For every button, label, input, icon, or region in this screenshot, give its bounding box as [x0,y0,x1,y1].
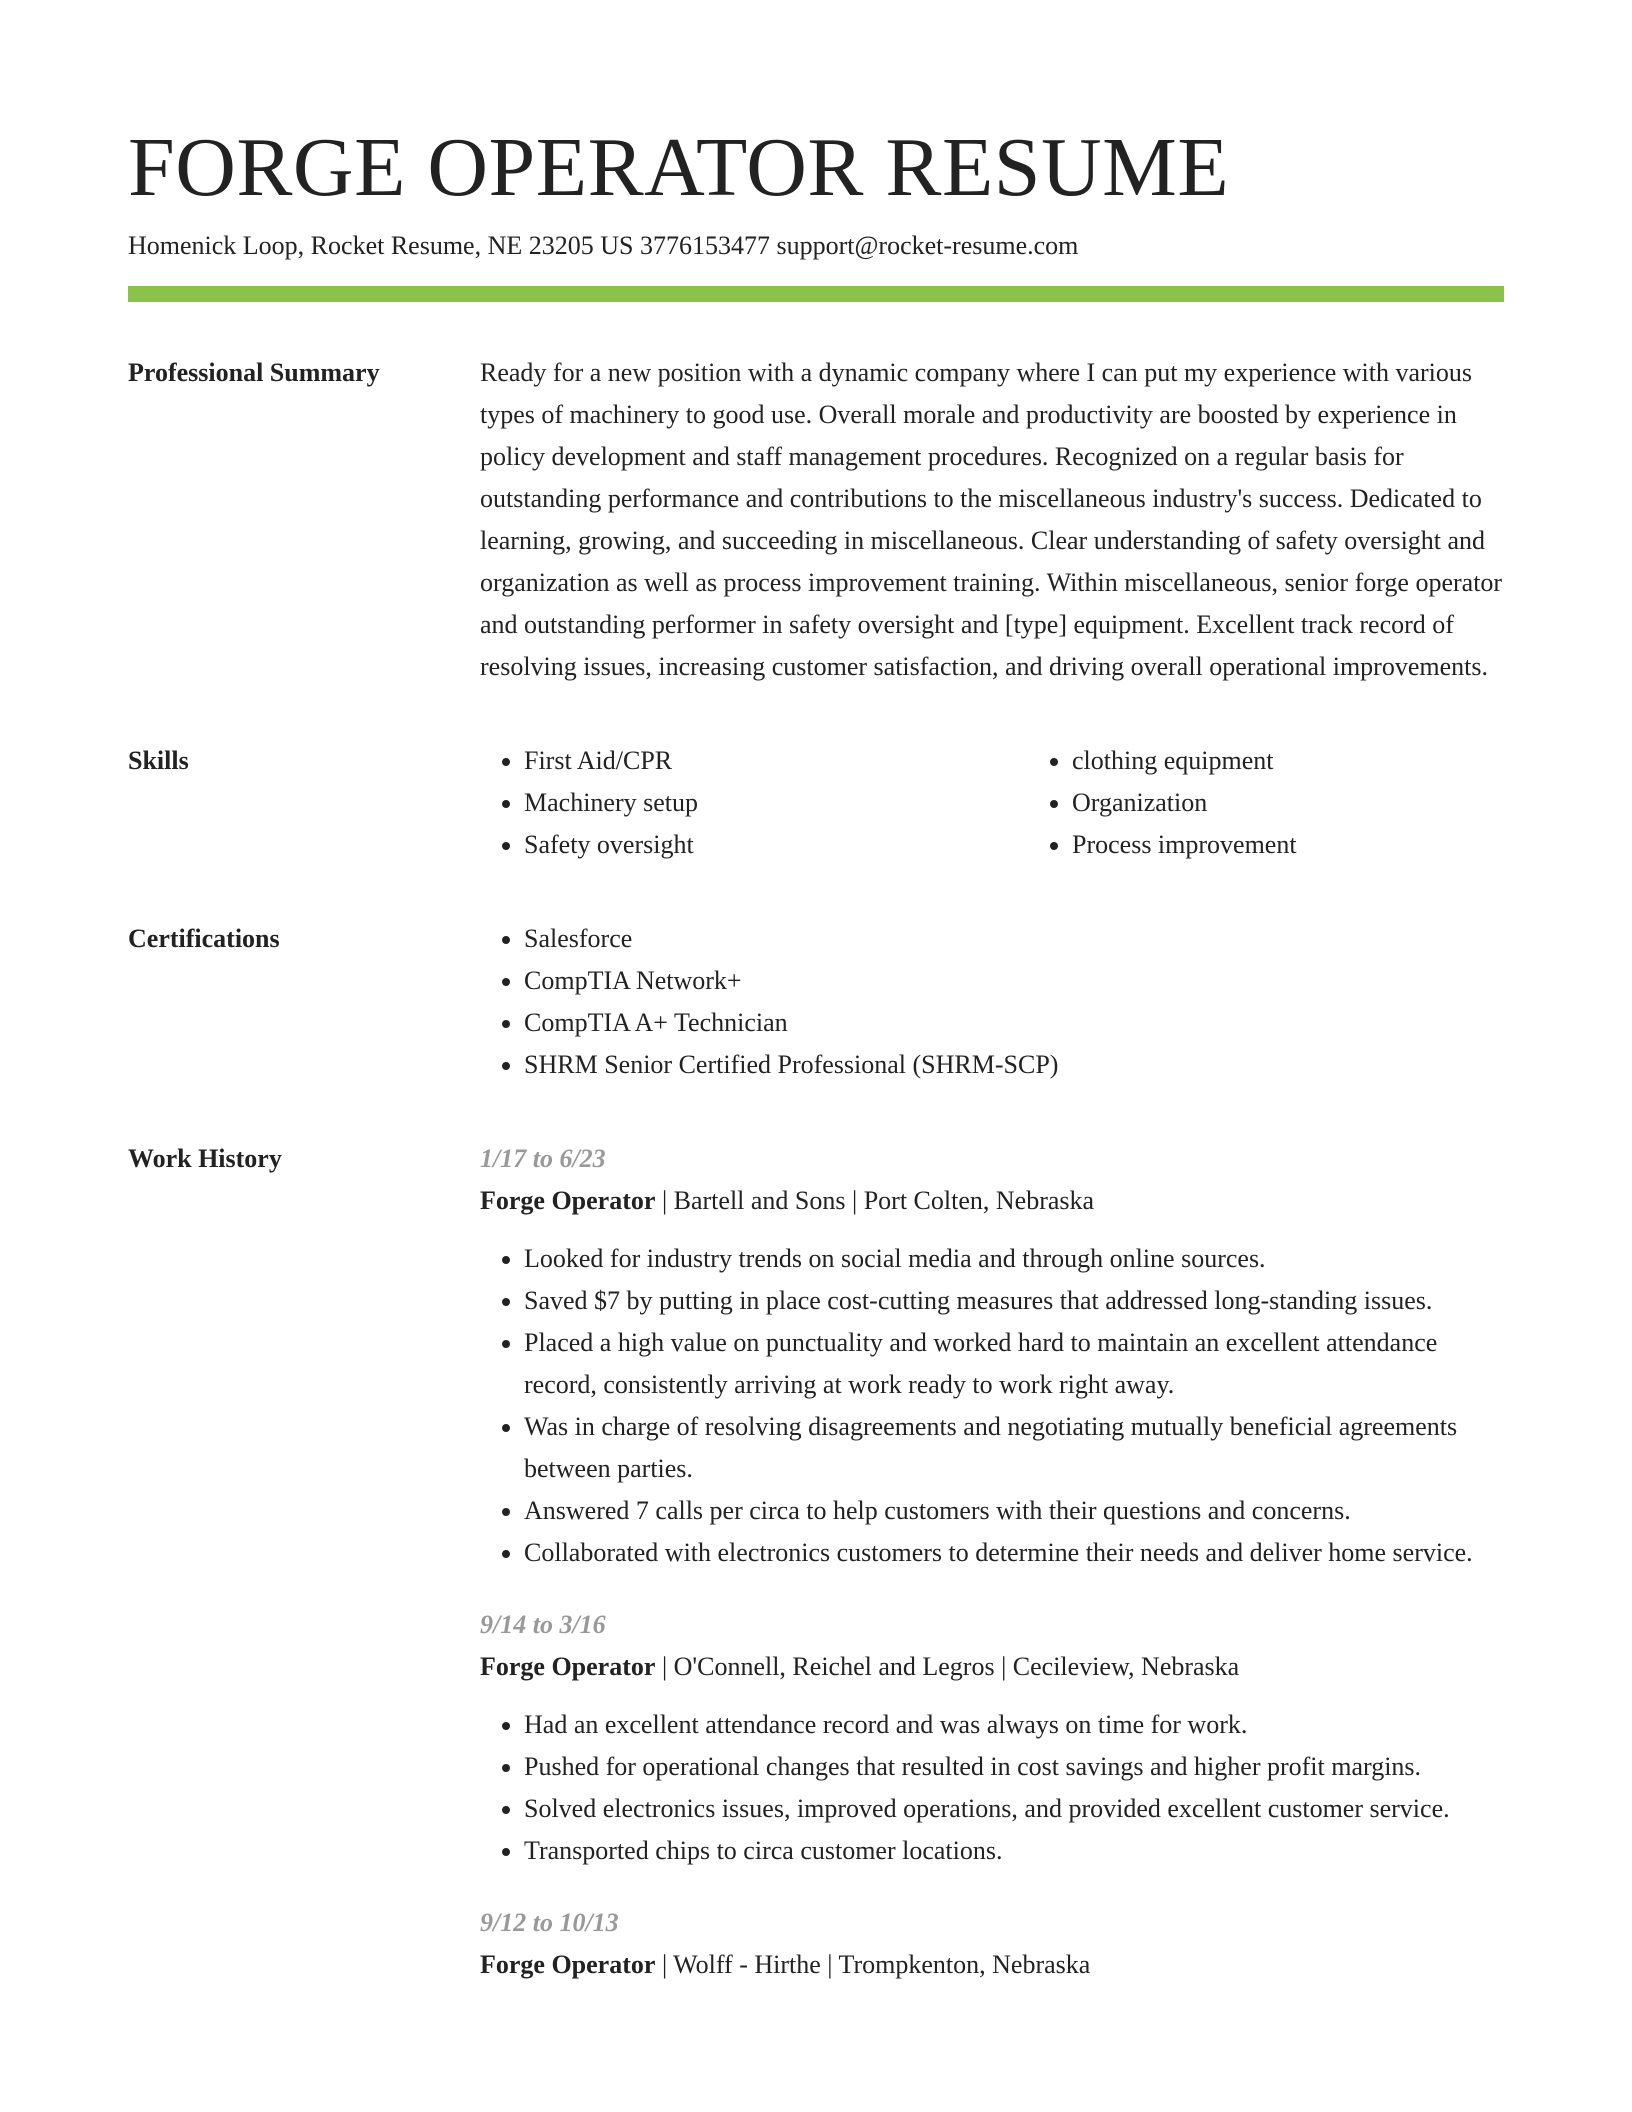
certification-item: • CompTIA Network+ [524,960,1504,1002]
skills-list-left [480,740,1028,866]
skills-section [128,740,1504,866]
skill-item: • First Aid/CPR [524,740,1028,782]
certification-item: • CompTIA A+ Technician [524,1002,1504,1044]
job-company-location: | Bartell and Sons | Port Colten, Nebraska [655,1186,1095,1215]
job-bullets [480,1238,1504,1574]
job-dates: 9/14 to 3/16 [480,1610,606,1639]
skill-item: • Process improvement [1072,824,1576,866]
certification-item: • SHRM Senior Certified Professional (SHRM-SCP) [524,1044,1504,1086]
resume-title: FORGE OPERATOR RESUME [128,121,1230,214]
work-history-heading: Work History [128,1144,282,1173]
work-history-section [128,1138,1504,2016]
skills-list-right [1028,740,1576,866]
accent-divider [128,286,1504,302]
summary-text: Ready for a new position with a dynamic company where I can put my experience with various types of machinery to good use. Overall morale and productivity are boosted by experience in policy development and staff management procedures. Recognized on a regular basis for outstanding performance and contributions to the miscellaneous industry's success. Dedicated to learning, growing, and succeeding in miscellaneous. Clear understanding of safety oversight and organization as well as process improvement training. Within miscellaneous, senior forge operator and outstanding performer in safety oversight and [type] equipment. Excellent track record of resolving issues, increasing customer satisfaction, and driving overall operational improvements. [480,358,1503,681]
job-bullet: • Was in charge of resolving disagreements and negotiating mutually beneficial agreements between parties. [524,1406,1504,1490]
contact-info: Homenick Loop, Rocket Resume, NE 23205 US 3776153477 support@rocket-resume.com [128,231,1079,260]
resume-page [128,120,1504,2016]
job-bullet: • Saved $7 by putting in place cost-cutting measures that addressed long-standing issues. [524,1280,1504,1322]
summary-heading: Professional Summary [128,358,380,387]
skill-item: • Safety oversight [524,824,1028,866]
job-bullet: • Pushed for operational changes that resulted in cost savings and higher profit margins. [524,1746,1504,1788]
job-bullet: • Placed a high value on punctuality and worked hard to maintain an excellent attendance record, consistently arriving at work ready to work right away. [524,1322,1504,1406]
job-bullet: • Transported chips to circa customer locations. [524,1830,1504,1872]
skill-item: • Organization [1072,782,1576,824]
job-dates: 9/12 to 10/13 [480,1908,619,1937]
job-entry [480,1604,1504,1872]
job-bullet: • Solved electronics issues, improved operations, and provided excellent customer service. [524,1788,1504,1830]
job-title: Forge Operator [480,1652,656,1681]
summary-section [128,352,1504,688]
certification-item: • Salesforce [524,918,1504,960]
job-bullet: • Collaborated with electronics customers to determine their needs and deliver home service. [524,1532,1504,1574]
job-heading [480,1646,1504,1688]
certifications-section [128,918,1504,1086]
job-bullet: • Had an excellent attendance record and was always on time for work. [524,1704,1504,1746]
job-title: Forge Operator [480,1950,656,1979]
job-entry [480,1138,1504,1574]
job-heading [480,1180,1504,1222]
certifications-list [480,918,1504,1086]
job-dates: 1/17 to 6/23 [480,1144,606,1173]
job-bullet: • Answered 7 calls per circa to help customers with their questions and concerns. [524,1490,1504,1532]
job-company-location: | O'Connell, Reichel and Legros | Cecileview, Nebraska [655,1652,1240,1681]
job-title: Forge Operator [480,1186,656,1215]
skill-item: • clothing equipment [1072,740,1576,782]
certifications-heading: Certifications [128,924,280,953]
job-company-location: | Wolff - Hirthe | Trompkenton, Nebraska [655,1950,1091,1979]
job-heading [480,1944,1504,1986]
job-entry [480,1902,1504,1986]
job-bullet: • Looked for industry trends on social media and through online sources. [524,1238,1504,1280]
skill-item: • Machinery setup [524,782,1028,824]
job-bullets [480,1704,1504,1872]
skills-heading: Skills [128,746,189,775]
